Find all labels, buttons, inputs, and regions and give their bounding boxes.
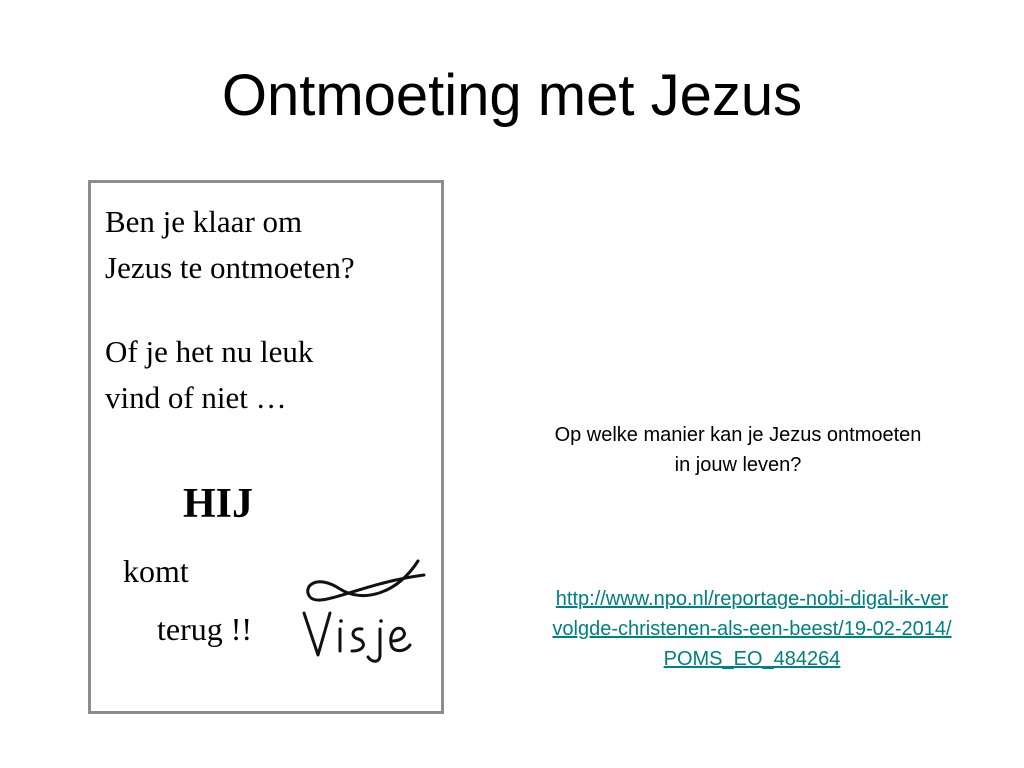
poster-line: vind of niet …	[105, 380, 287, 415]
poster-line-komt: komt	[123, 553, 189, 589]
poster-line: Jezus te ontmoeten?	[105, 250, 355, 285]
poster-line: Ben je klaar om	[105, 204, 303, 239]
poster-paragraph-1	[105, 199, 355, 291]
poster-paragraph-2	[105, 329, 313, 421]
question-text: Op welke manier kan je Jezus ontmoeten in jouw leven?	[554, 424, 922, 476]
npo-link[interactable]: http://www.npo.nl/reportage-nobi-digal-ik-vervolgde-christenen-als-een-beest/19-02-2014/POMS_EO_484264	[552, 588, 952, 670]
poster-line-terug: terug !!	[157, 611, 253, 647]
poster-emphasis: HIJ	[183, 481, 254, 527]
poster-line: Of je het nu leuk	[105, 334, 314, 369]
slide-title: Ontmoeting met Jezus	[221, 63, 803, 128]
poster-image	[88, 180, 444, 714]
fish-signature-icon	[296, 543, 436, 663]
